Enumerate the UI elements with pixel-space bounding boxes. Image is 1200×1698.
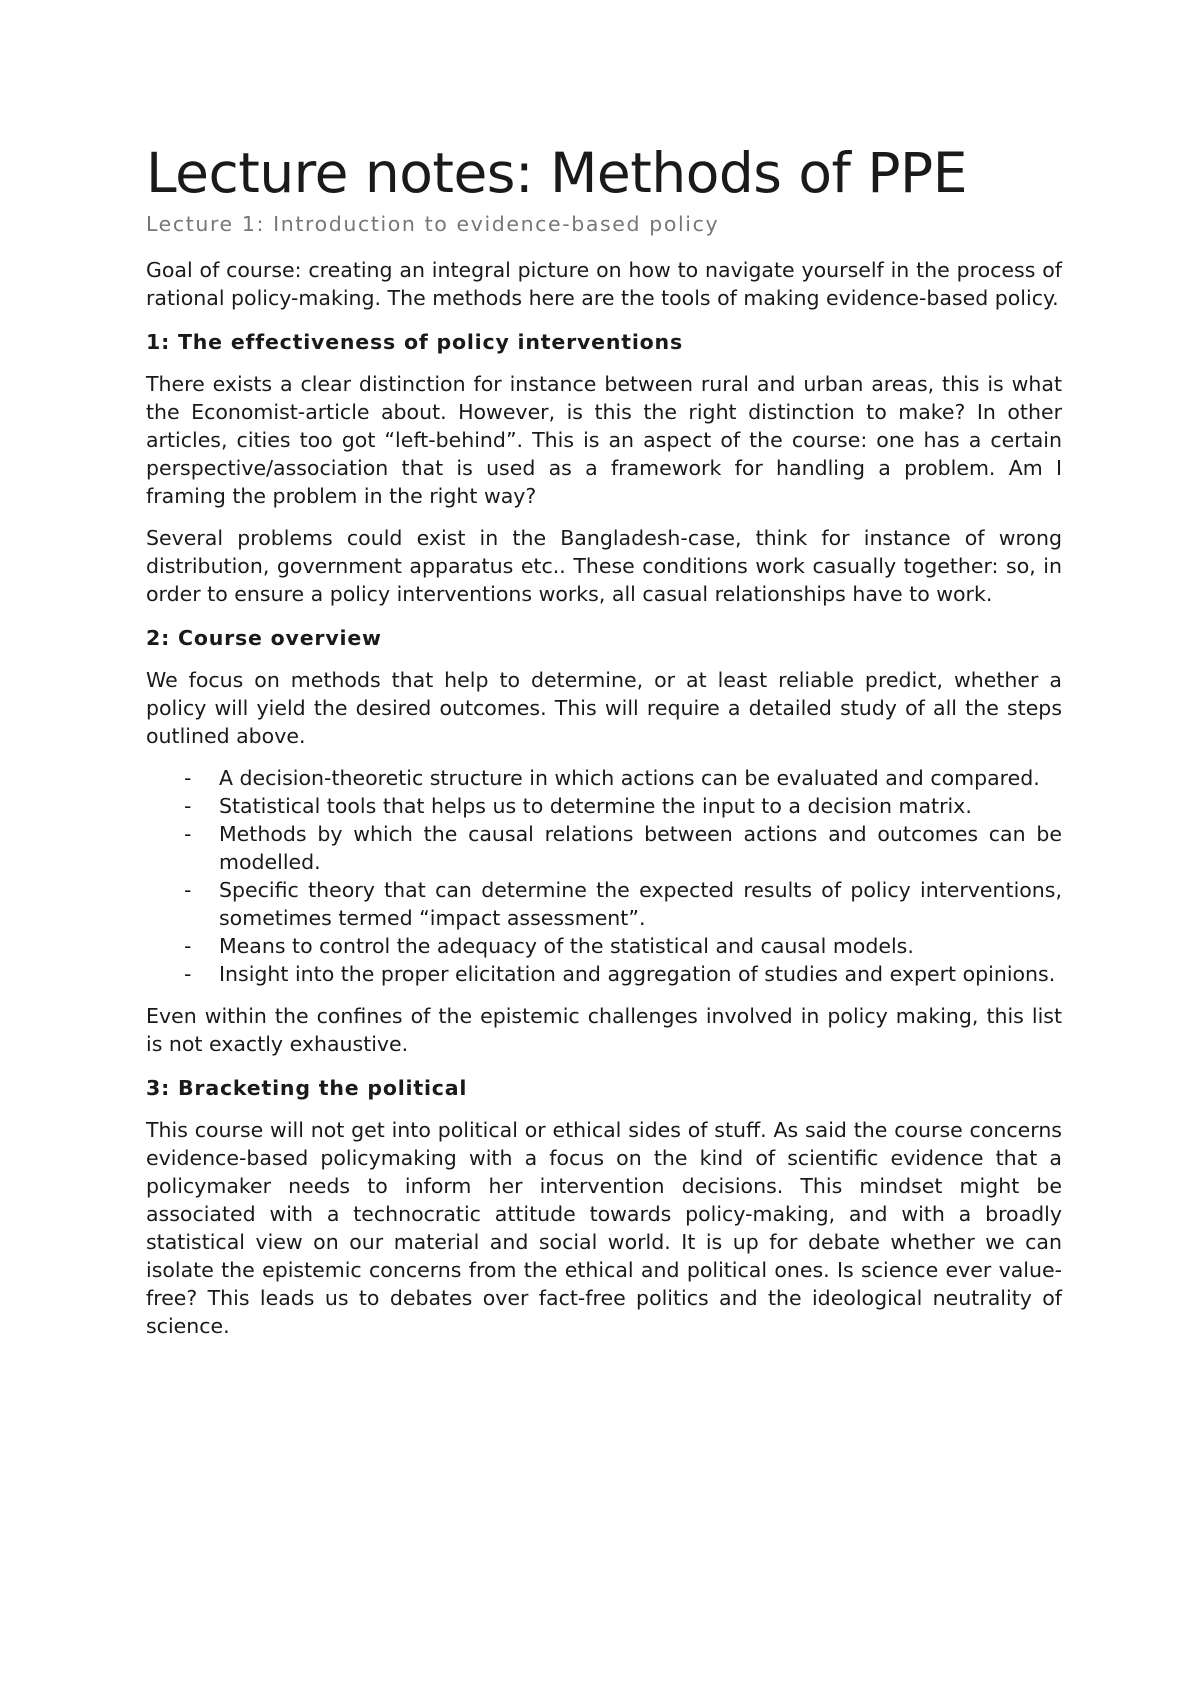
section-heading-effectiveness: 1: The effectiveness of policy interventions	[146, 330, 683, 354]
document-title: Lecture notes: Methods of PPE	[146, 141, 967, 205]
document-page	[146, 140, 1062, 1354]
list-dash: -	[184, 794, 192, 818]
paragraph: There exists a clear distinction for instance between rural and urban areas, this is what the Economist-article about. However, is this the right distinction to make? In other articles, cities too got “left-behind”. This is an aspect of the course: one has a certain perspective/association that is used as a framework for handling a problem. Am I framing the problem in the right way?	[146, 372, 1062, 508]
list-dash: -	[184, 822, 192, 846]
list-item-text: Specific theory that can determine the expected results of policy interventions, sometimes termed “impact assessment”.	[219, 878, 1062, 930]
list-dash: -	[184, 766, 192, 790]
list-dash: -	[184, 878, 192, 902]
section-heading-bracketing-political: 3: Bracketing the political	[146, 1076, 468, 1100]
list-dash: -	[184, 962, 192, 986]
list-item	[146, 960, 1062, 988]
paragraph: This course will not get into political or ethical sides of stuff. As said the course concerns evidence-based policymaking with a focus on the kind of scientific evidence that a policymaker needs to inform her intervention decisions. This mindset might be associated with a technocratic attitude towards policy-making, and with a broadly statistical view on our material and social world. It is up for debate whether we can isolate the epistemic concerns from the ethical and political ones. Is science ever value-free? This leads us to debates over fact-free politics and the ideological neutrality of science.	[146, 1118, 1062, 1338]
paragraph: Several problems could exist in the Bangladesh-case, think for instance of wrong distribution, government apparatus etc.. These conditions work casually together: so, in order to ensure a policy interventions works, all casual relationships have to work.	[146, 526, 1062, 606]
intro-paragraph: Goal of course: creating an integral picture on how to navigate yourself in the process of rational policy-making. The methods here are the tools of making evidence-based policy.	[146, 258, 1062, 310]
list-item-text: A decision-theoretic structure in which actions can be evaluated and compared.	[219, 766, 1040, 790]
list-item-text: Statistical tools that helps us to determine the input to a decision matrix.	[219, 794, 972, 818]
paragraph: Even within the confines of the epistemic challenges involved in policy making, this list is not exactly exhaustive.	[146, 1004, 1062, 1056]
list-item	[146, 820, 1062, 876]
document-subtitle: Lecture 1: Introduction to evidence-based policy	[146, 212, 720, 236]
section-heading-course-overview: 2: Course overview	[146, 626, 382, 650]
list-item-text: Means to control the adequacy of the statistical and causal models.	[219, 934, 914, 958]
list-item	[146, 932, 1062, 960]
methods-list	[146, 764, 1062, 988]
list-dash: -	[184, 934, 192, 958]
list-item-text: Insight into the proper elicitation and aggregation of studies and expert opinions.	[219, 962, 1056, 986]
list-item	[146, 876, 1062, 932]
list-item	[146, 792, 1062, 820]
list-item-text: Methods by which the causal relations between actions and outcomes can be modelled.	[219, 822, 1062, 874]
list-item	[146, 764, 1062, 792]
paragraph: We focus on methods that help to determine, or at least reliable predict, whether a policy will yield the desired outcomes. This will require a detailed study of all the steps outlined above.	[146, 668, 1062, 748]
